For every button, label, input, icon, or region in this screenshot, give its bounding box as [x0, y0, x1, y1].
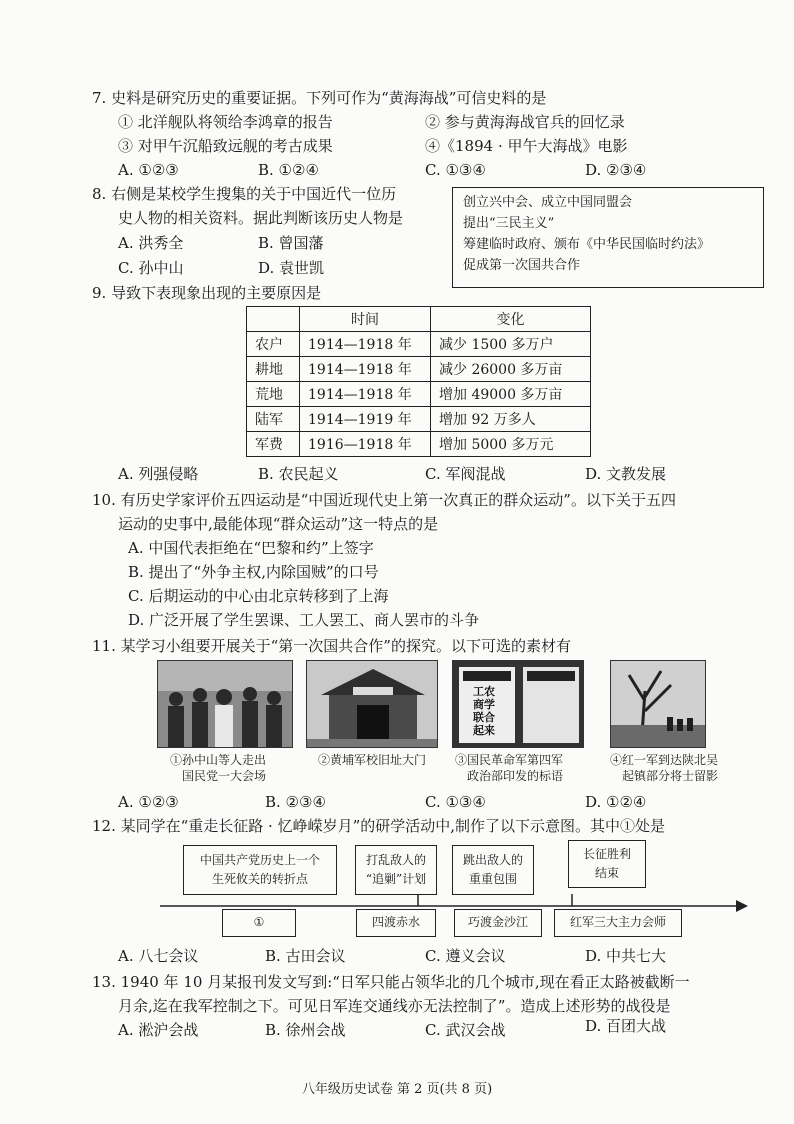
table-row: [247, 382, 591, 407]
q13-option-d: D. 百团大战: [585, 1017, 667, 1035]
event-text: 结束: [594, 866, 619, 880]
table-cell: 1914—1918 年: [300, 357, 431, 382]
photo-whampoa-gate: [306, 660, 438, 748]
caption-line: ②黄埔军校旧址大门: [318, 753, 427, 767]
q11-stem: 11. 某学习小组要开展关于“第一次国共合作”的探究。以下可选的素材有: [92, 637, 571, 655]
timeline-event-box-2: [355, 845, 437, 895]
q9-option-b: B. 农民起义: [258, 465, 339, 483]
q12-option-d: D. 中共七大: [585, 947, 667, 965]
timeline-label-box: 巧渡金沙江: [454, 909, 542, 937]
q11-caption-4: [610, 752, 718, 784]
table-cell: 军费: [247, 432, 300, 457]
q7-option-a: A. ①②③: [118, 161, 179, 179]
q13-option-b: B. 徐州会战: [265, 1021, 346, 1039]
poster-char: 农: [484, 685, 495, 698]
q13-stem-line1: 13. 1940 年 10 月某报刊发文写到:“日军只能占领华北的几个城市,现在看正太路被截断一: [92, 973, 690, 991]
q8-info-line: 创立兴中会、成立中国同盟会: [463, 195, 633, 210]
table-row: [247, 407, 591, 432]
table-cell: 1914—1919 年: [300, 407, 431, 432]
table-cell: 1916—1918 年: [300, 432, 431, 457]
q8-option-b: B. 曾国藩: [258, 234, 324, 252]
q11-caption-1: [170, 752, 266, 784]
event-text: 跳出敌人的: [462, 853, 523, 867]
poster-char: 来: [484, 724, 495, 737]
table-cell: 耕地: [247, 357, 300, 382]
caption-line: 政治部印发的标语: [467, 769, 564, 783]
page-footer: 八年级历史试卷 第 2 页(共 8 页): [301, 1082, 493, 1097]
q9-option-a: A. 列强侵略: [118, 465, 199, 483]
q8-option-a: A. 洪秀全: [118, 234, 184, 252]
q10-option-a: A. 中国代表拒绝在“巴黎和约”上签字: [128, 539, 374, 557]
caption-line: ①孙中山等人走出: [170, 753, 267, 767]
event-text: “追剿”计划: [365, 872, 427, 886]
q10-stem-line2: 运动的史事中,最能体现“群众运动”这一特点的是: [118, 515, 439, 533]
q11-option-c: C. ①③④: [425, 793, 486, 811]
q12-option-b: B. 古田会议: [265, 947, 346, 965]
poster-char: 学: [484, 698, 495, 711]
q8-stem-line2: 史人物的相关资料。据此判断该历史人物是: [118, 209, 404, 227]
table-header: [247, 307, 300, 332]
table-cell: 陆军: [247, 407, 300, 432]
table-cell: 荒地: [247, 382, 300, 407]
poster-char: 工: [473, 685, 484, 698]
caption-line: ④红一军到达陕北吴: [610, 753, 719, 767]
q8-option-d: D. 袁世凯: [258, 259, 325, 277]
q12-stem: 12. 某同学在“重走长征路 · 忆峥嵘岁月”的研学活动中,制作了以下示意图。其中①处是: [92, 817, 666, 835]
timeline-label-box: 四渡赤水: [356, 909, 436, 937]
table-cell: 1914—1918 年: [300, 382, 431, 407]
event-text: 重重包围: [468, 872, 517, 886]
table-header-row: [247, 307, 591, 332]
caption-line: 国民党一大会场: [182, 769, 267, 783]
table-cell: 减少 26000 多万亩: [431, 357, 591, 382]
q11-option-b: B. ②③④: [265, 793, 326, 811]
q9-table: [246, 306, 591, 457]
q7-item-2: ② 参与黄海海战官兵的回忆录: [425, 113, 625, 131]
q9-stem: 9. 导致下表现象出现的主要原因是: [92, 284, 322, 302]
q7-option-c: C. ①③④: [425, 161, 486, 179]
table-cell: 减少 1500 多万户: [431, 332, 591, 357]
table-cell: 1914—1918 年: [300, 332, 431, 357]
caption-line: 起镇部分将士留影: [622, 769, 719, 783]
event-text: 打乱敌人的: [365, 853, 426, 867]
table-row: [247, 357, 591, 382]
q8-info-line: 提出“三民主义”: [463, 216, 555, 231]
q8-stem-line1: 8. 右侧是某校学生搜集的关于中国近代一位历: [92, 185, 397, 203]
q8-info-line: 促成第一次国共合作: [463, 258, 581, 273]
q10-stem-line1: 10. 有历史学家评价五四运动是“中国近现代史上第一次真正的群众运动”。以下关于五四: [92, 491, 676, 509]
q11-caption-3: [455, 752, 563, 784]
table-cell: 增加 92 万多人: [431, 407, 591, 432]
table-row: [247, 432, 591, 457]
photo-red-army-soldiers: [610, 660, 706, 748]
q13-option-a: A. 淞沪会战: [118, 1021, 199, 1039]
q7-item-3: ③ 对甲午沉船致远舰的考古成果: [118, 137, 333, 155]
q7-item-4: ④《1894 · 甲午大海战》电影: [425, 137, 628, 155]
timeline-event-box-1: [183, 845, 337, 895]
q12-option-a: A. 八七会议: [118, 947, 199, 965]
table-header: 时间: [300, 307, 431, 332]
q10-option-d: D. 广泛开展了学生罢课、工人罢工、商人罢市的斗争: [128, 611, 480, 629]
q8-info-line: 筹建临时政府、颁布《中华民国临时约法》: [463, 237, 711, 252]
photo-sun-yatsen: [157, 660, 293, 748]
q11-option-d: D. ①②④: [585, 793, 647, 811]
event-text: 中国共产党历史上一个: [199, 853, 320, 867]
timeline-answer-box: ①: [222, 909, 296, 937]
q7-option-d: D. ②③④: [585, 161, 647, 179]
timeline-event-box-3: [452, 845, 534, 895]
q7-stem: 7. 史料是研究历史的重要证据。下列可作为“黄海海战”可信史料的是: [92, 89, 547, 107]
q8-info-box: [452, 187, 764, 288]
poster-char: 联: [473, 711, 484, 724]
q10-option-b: B. 提出了“外争主权,内除国贼”的口号: [128, 563, 379, 581]
q9-option-c: C. 军阀混战: [425, 465, 506, 483]
timeline-label-box: 红军三大主力会师: [554, 909, 682, 937]
photo-slogan-posters: [452, 660, 584, 748]
q8-option-c: C. 孙中山: [118, 259, 184, 277]
q12-option-c: C. 遵义会议: [425, 947, 506, 965]
table-row: [247, 332, 591, 357]
q7-item-1: ① 北洋舰队将领给李鸿章的报告: [118, 113, 333, 131]
q10-option-c: C. 后期运动的中心由北京转移到了上海: [128, 587, 389, 605]
table-header: 变化: [431, 307, 591, 332]
q13-stem-line2: 月余,迄在我军控制之下。可见日军连交通线亦无法控制了”。造成上述形势的战役是: [118, 997, 671, 1015]
q11-caption-2: [318, 752, 426, 768]
poster-char: 合: [484, 711, 495, 724]
poster-char: 起: [473, 724, 484, 737]
caption-line: ③国民革命军第四军: [455, 753, 564, 767]
poster-char: 商: [473, 698, 484, 711]
event-text: 生死攸关的转折点: [211, 872, 308, 886]
q11-option-a: A. ①②③: [118, 793, 179, 811]
q9-option-d: D. 文教发展: [585, 465, 667, 483]
table-cell: 增加 49000 多万亩: [431, 382, 591, 407]
q13-option-c: C. 武汉会战: [425, 1021, 506, 1039]
event-text: 长征胜利: [582, 847, 631, 861]
timeline-event-box-4: [568, 840, 646, 888]
table-cell: 增加 5000 多万元: [431, 432, 591, 457]
table-cell: 农户: [247, 332, 300, 357]
q7-option-b: B. ①②④: [258, 161, 319, 179]
